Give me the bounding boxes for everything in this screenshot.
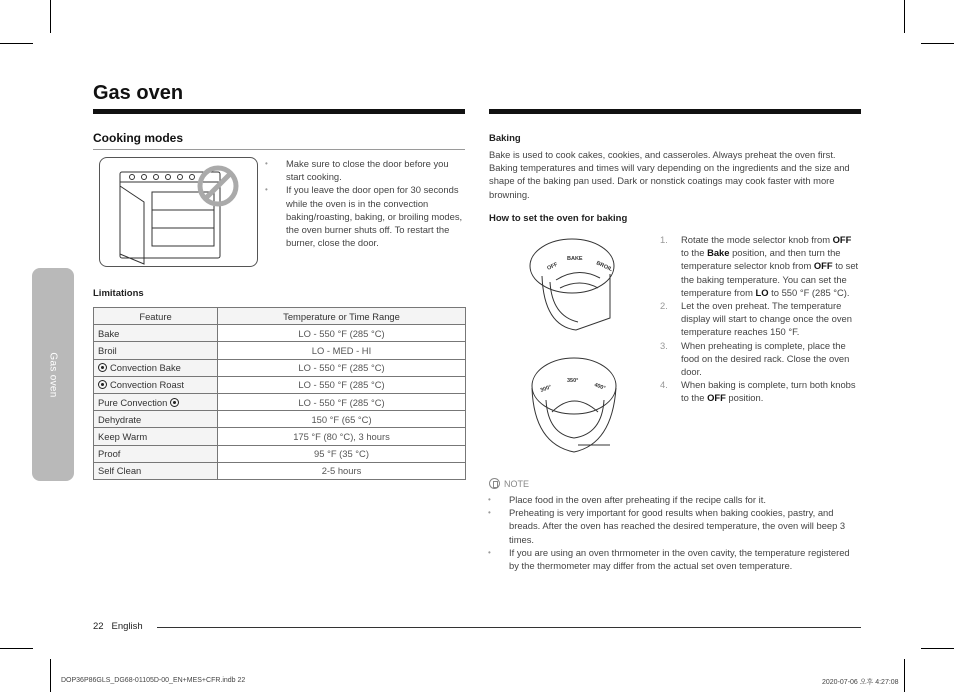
- feature-label: Dehydrate: [98, 413, 142, 425]
- page-number: 22: [93, 621, 104, 632]
- feature-cell: [94, 393, 218, 410]
- mode-knob-illustration: [526, 236, 620, 336]
- step-text: When preheating is complete, place the food on the desired rack. Close the oven door.: [681, 339, 850, 378]
- table-row: [94, 393, 466, 410]
- howto-steps: [660, 233, 860, 405]
- list-item: • Place food in the oven after preheating if the recipe calls for it.: [488, 493, 861, 506]
- footer-rule: [157, 627, 861, 628]
- feature-cell: [94, 462, 218, 479]
- feature-label: Self Clean: [98, 465, 142, 477]
- page-title: Gas oven: [93, 82, 184, 104]
- crop-mark: [921, 43, 954, 44]
- convection-fan-icon: [170, 398, 179, 407]
- feature-cell: [94, 428, 218, 445]
- crop-mark: [0, 648, 33, 649]
- list-item: • If you leave the door open for 30 seconds while the oven is in the convection baking/roasting, baking, or broiling modes, the oven burner shuts off. To restart the burner, close the door.: [265, 183, 465, 249]
- table-row: [94, 411, 466, 428]
- step-number: 3.: [660, 339, 668, 351]
- convection-fan-icon: [98, 380, 107, 389]
- step-text: Let the oven preheat. The temperature display will start to change once the oven temperature reaches 150 °F.: [681, 300, 852, 338]
- value-cell: 95 °F (35 °C): [218, 445, 466, 462]
- step-emphasis: OFF: [813, 260, 833, 272]
- step-text: to 550 °F (285 °C).: [768, 286, 850, 298]
- list-item: • Make sure to close the door before you start cooking.: [265, 157, 465, 183]
- crop-mark: [904, 659, 905, 692]
- step-text: position, and then turn the temperature selector knob from: [681, 247, 841, 272]
- feature-label: Bake: [98, 327, 120, 339]
- step-text: to set the baking temperature. You can set the temperature from: [681, 260, 859, 298]
- crop-mark: [921, 648, 954, 649]
- column-header: Feature: [94, 308, 218, 325]
- howto-title: How to set the oven for baking: [489, 213, 628, 224]
- feature-cell: [94, 325, 218, 342]
- table-row: [94, 462, 466, 479]
- table-row: [94, 359, 466, 376]
- table-row: [94, 342, 466, 359]
- step-text: Rotate the mode selector knob from: [681, 234, 833, 245]
- step-item: [660, 233, 860, 299]
- feature-label: Pure Convection: [98, 396, 168, 408]
- knob-off-label: OFF: [546, 261, 559, 272]
- baking-paragraph: Bake is used to cook cakes, cookies, and casseroles. Always preheat the oven first. Baking temperatures and times will vary depending on the ingredients and the size and shape of the baking pan used. Dark or nonstick coatings may cook faster with more browning.: [489, 149, 850, 200]
- step-item: [660, 299, 860, 339]
- step-text: When baking is complete, turn both knobs to the: [681, 379, 856, 404]
- step-emphasis: LO: [755, 286, 769, 298]
- footer-language: English: [111, 621, 143, 632]
- step-item: [660, 378, 860, 404]
- section-rule: [93, 149, 465, 150]
- value-cell: LO - 550 °F (285 °C): [218, 393, 466, 410]
- feature-cell: [94, 359, 218, 376]
- knob-bake-label: BAKE: [567, 256, 583, 262]
- value-cell: LO - MED - HI: [218, 342, 466, 359]
- page-footer: [93, 621, 143, 632]
- cooking-modes-bullets: [265, 157, 465, 249]
- side-tab: [32, 268, 74, 481]
- step-emphasis: OFF: [832, 234, 852, 245]
- note-label: NOTE: [504, 478, 530, 489]
- note-header: [489, 478, 529, 489]
- feature-cell: [94, 411, 218, 428]
- step-number: 2.: [660, 300, 668, 312]
- title-rule-left: [93, 109, 465, 114]
- list-item: • If you are using an oven thrmometer in the oven cavity, the temperature registered by the thermometer may differ from the actual set oven temperature.: [488, 546, 861, 572]
- step-number: 1.: [660, 234, 668, 245]
- feature-label: Keep Warm: [98, 430, 148, 442]
- value-cell: 2-5 hours: [218, 462, 466, 479]
- section-title: Cooking modes: [93, 131, 184, 145]
- table-row: [94, 428, 466, 445]
- crop-mark: [904, 0, 905, 33]
- table-header-row: [94, 308, 466, 325]
- feature-label: Convection Roast: [110, 379, 184, 391]
- feature-label: Convection Bake: [110, 362, 181, 374]
- oven-illustration: [99, 157, 258, 267]
- value-cell: LO - 550 °F (285 °C): [218, 359, 466, 376]
- crop-mark: [0, 43, 33, 44]
- step-number: 4.: [660, 379, 668, 391]
- table-row: [94, 325, 466, 342]
- value-cell: LO - 550 °F (285 °C): [218, 376, 466, 393]
- print-slug-file: DOP36P86GLS_DG68-01105D-00_EN+MES+CFR.indb 22: [61, 677, 246, 684]
- note-bullets: [488, 493, 861, 572]
- value-cell: LO - 550 °F (285 °C): [218, 325, 466, 342]
- step-text: to the: [681, 247, 708, 259]
- value-cell: 175 °F (80 °C), 3 hours: [218, 428, 466, 445]
- step-item: [660, 339, 860, 379]
- crop-mark: [50, 0, 51, 33]
- knob-temp-300: 300°: [539, 384, 553, 394]
- note-icon: [489, 478, 500, 489]
- list-item: • Preheating is very important for good results when baking cookies, pastry, and breads. After the oven has reached the desired temperature, the oven will beep 3 times.: [488, 506, 861, 546]
- step-emphasis: OFF: [707, 392, 726, 404]
- knob-temp-400: 400°: [593, 382, 607, 392]
- feature-label: Broil: [98, 344, 117, 356]
- knob-broil-label: BROIL: [595, 260, 614, 274]
- limitations-table: [93, 307, 466, 480]
- column-header: Temperature or Time Range: [218, 308, 466, 325]
- limitations-title: Limitations: [93, 288, 144, 299]
- convection-fan-icon: [98, 363, 107, 372]
- temperature-knob-illustration: [528, 352, 622, 456]
- feature-cell: [94, 342, 218, 359]
- side-tab-label: Gas oven: [47, 351, 59, 398]
- feature-label: Proof: [98, 448, 121, 460]
- feature-cell: [94, 376, 218, 393]
- table-row: [94, 445, 466, 462]
- crop-mark: [50, 659, 51, 692]
- print-slug-date: 2020-07-06 오후 4:27:08: [822, 679, 899, 686]
- oven-door-open-icon: [100, 158, 258, 267]
- step-text: position.: [725, 392, 764, 404]
- step-emphasis: Bake: [707, 247, 730, 259]
- baking-title: Baking: [489, 133, 521, 144]
- knob-temp-350: 350°: [567, 378, 579, 384]
- table-row: [94, 376, 466, 393]
- title-rule-right: [489, 109, 861, 114]
- value-cell: 150 °F (65 °C): [218, 411, 466, 428]
- feature-cell: [94, 445, 218, 462]
